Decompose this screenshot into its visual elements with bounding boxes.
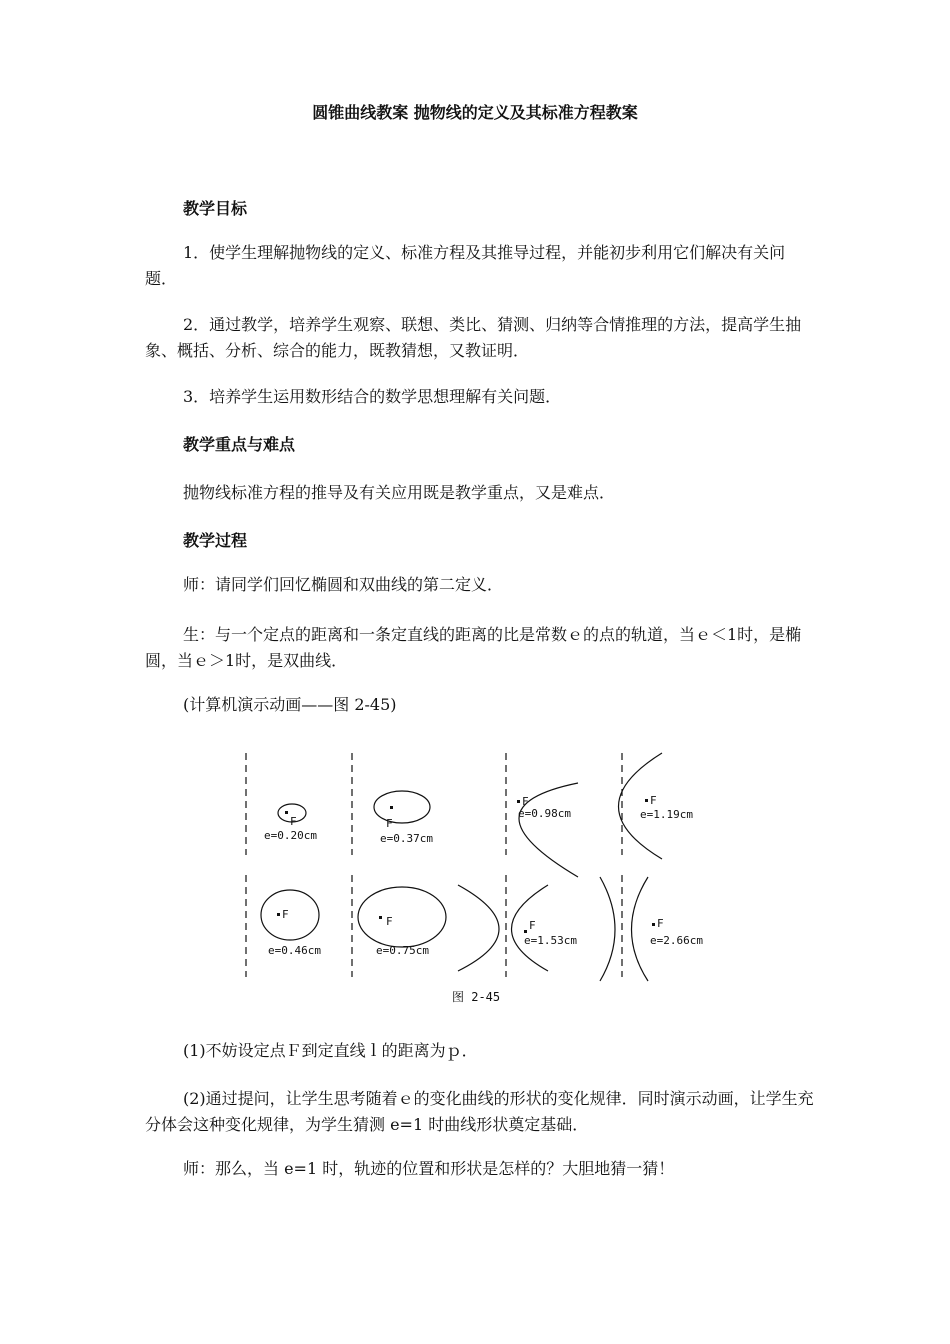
- focus-point: [285, 811, 288, 814]
- note-1: [145, 1038, 815, 1064]
- focus-point: [277, 913, 280, 916]
- eccentricity-label: e=0.75cm: [376, 944, 429, 957]
- focus-text: [145, 480, 815, 506]
- focus-label: F: [290, 815, 297, 828]
- hyperbola-branch: [632, 877, 649, 981]
- eccentricity-label: e=0.37cm: [380, 832, 433, 845]
- focus-label: F: [650, 794, 657, 807]
- note-1-text: (1)不妨设定点Ｆ到定直线ｌ的距离为ｐ．: [183, 1041, 478, 1060]
- note-2-text: (2)通过提问，让学生思考随着ｅ的变化曲线的形状的变化规律．同时演示动画，让学生充分体会这种变化规律，为学生猜测 e=1 时曲线形状奠定基础．: [145, 1089, 814, 1134]
- figure-2-45: [230, 745, 740, 1015]
- figure-caption: 图 2-45: [452, 990, 501, 1004]
- eccentricity-label: e=0.20cm: [264, 829, 317, 842]
- ellipse-curve: [358, 887, 446, 947]
- ellipse-curve: [374, 791, 430, 823]
- note-2: [145, 1086, 815, 1138]
- focus-point: [645, 799, 648, 802]
- teacher-line-2-text: 师：那么，当 e=1 时，轨迹的位置和形状是怎样的？大胆地猜一猜！: [183, 1159, 675, 1178]
- goal-1-text: 1．使学生理解抛物线的定义、标准方程及其推导过程，并能初步利用它们解决有关问题．: [145, 243, 786, 288]
- focus-point: [517, 800, 520, 803]
- focus-point: [379, 916, 382, 919]
- document-title: 圆锥曲线教案 抛物线的定义及其标准方程教案: [312, 103, 638, 122]
- goal-2-text: 2．通过教学，培养学生观察、联想、类比、猜测、归纳等合情推理的方法，提高学生抽象、概括、分析、综合的能力，既教猜想，又教证明．: [145, 315, 802, 360]
- eccentricity-label: e=1.53cm: [524, 934, 577, 947]
- goal-1: [145, 240, 815, 292]
- student-line-1: [145, 622, 815, 674]
- animation-note-text: (计算机演示动画——图 2-45): [183, 695, 397, 714]
- ellipse-curve: [261, 890, 319, 940]
- focus-label: F: [522, 795, 529, 808]
- eccentricity-label: e=0.46cm: [268, 944, 321, 957]
- goal-3-text: 3．培养学生运用数形结合的数学思想理解有关问题．: [183, 387, 562, 406]
- focus-label: F: [386, 915, 393, 928]
- focus-heading: 教学重点与难点: [183, 435, 296, 454]
- focus-point: [652, 923, 655, 926]
- student-line-1-text: 生：与一个定点的距离和一条定直线的距离的比是常数ｅ的点的轨道，当ｅ＜1时，是椭圆，当ｅ＞1时，是双曲线．: [145, 625, 802, 670]
- focus-point: [390, 806, 393, 809]
- teacher-line-1: [145, 572, 815, 598]
- hyperbola-branch: [600, 877, 615, 981]
- hyperbola-branch: [458, 885, 499, 971]
- eccentricity-label: e=1.19cm: [640, 808, 693, 821]
- goal-2: [145, 312, 815, 364]
- goal-3: [145, 384, 815, 410]
- teacher-line-1-text: 师：请同学们回忆椭圆和双曲线的第二定义．: [183, 575, 504, 594]
- focus-text-content: 抛物线标准方程的推导及有关应用既是教学重点，又是难点．: [183, 483, 616, 502]
- focus-point: [524, 930, 527, 933]
- focus-label: F: [282, 908, 289, 921]
- conic-sections-figure: [230, 745, 740, 1015]
- focus-label: F: [386, 817, 393, 830]
- focus-label: F: [657, 917, 664, 930]
- process-heading: 教学过程: [183, 531, 248, 550]
- eccentricity-label: e=2.66cm: [650, 934, 703, 947]
- animation-note: [145, 692, 815, 718]
- eccentricity-label: e=0.98cm: [518, 807, 571, 820]
- focus-label: F: [529, 919, 536, 932]
- teacher-line-2: [145, 1156, 815, 1182]
- goals-heading: 教学目标: [183, 199, 248, 218]
